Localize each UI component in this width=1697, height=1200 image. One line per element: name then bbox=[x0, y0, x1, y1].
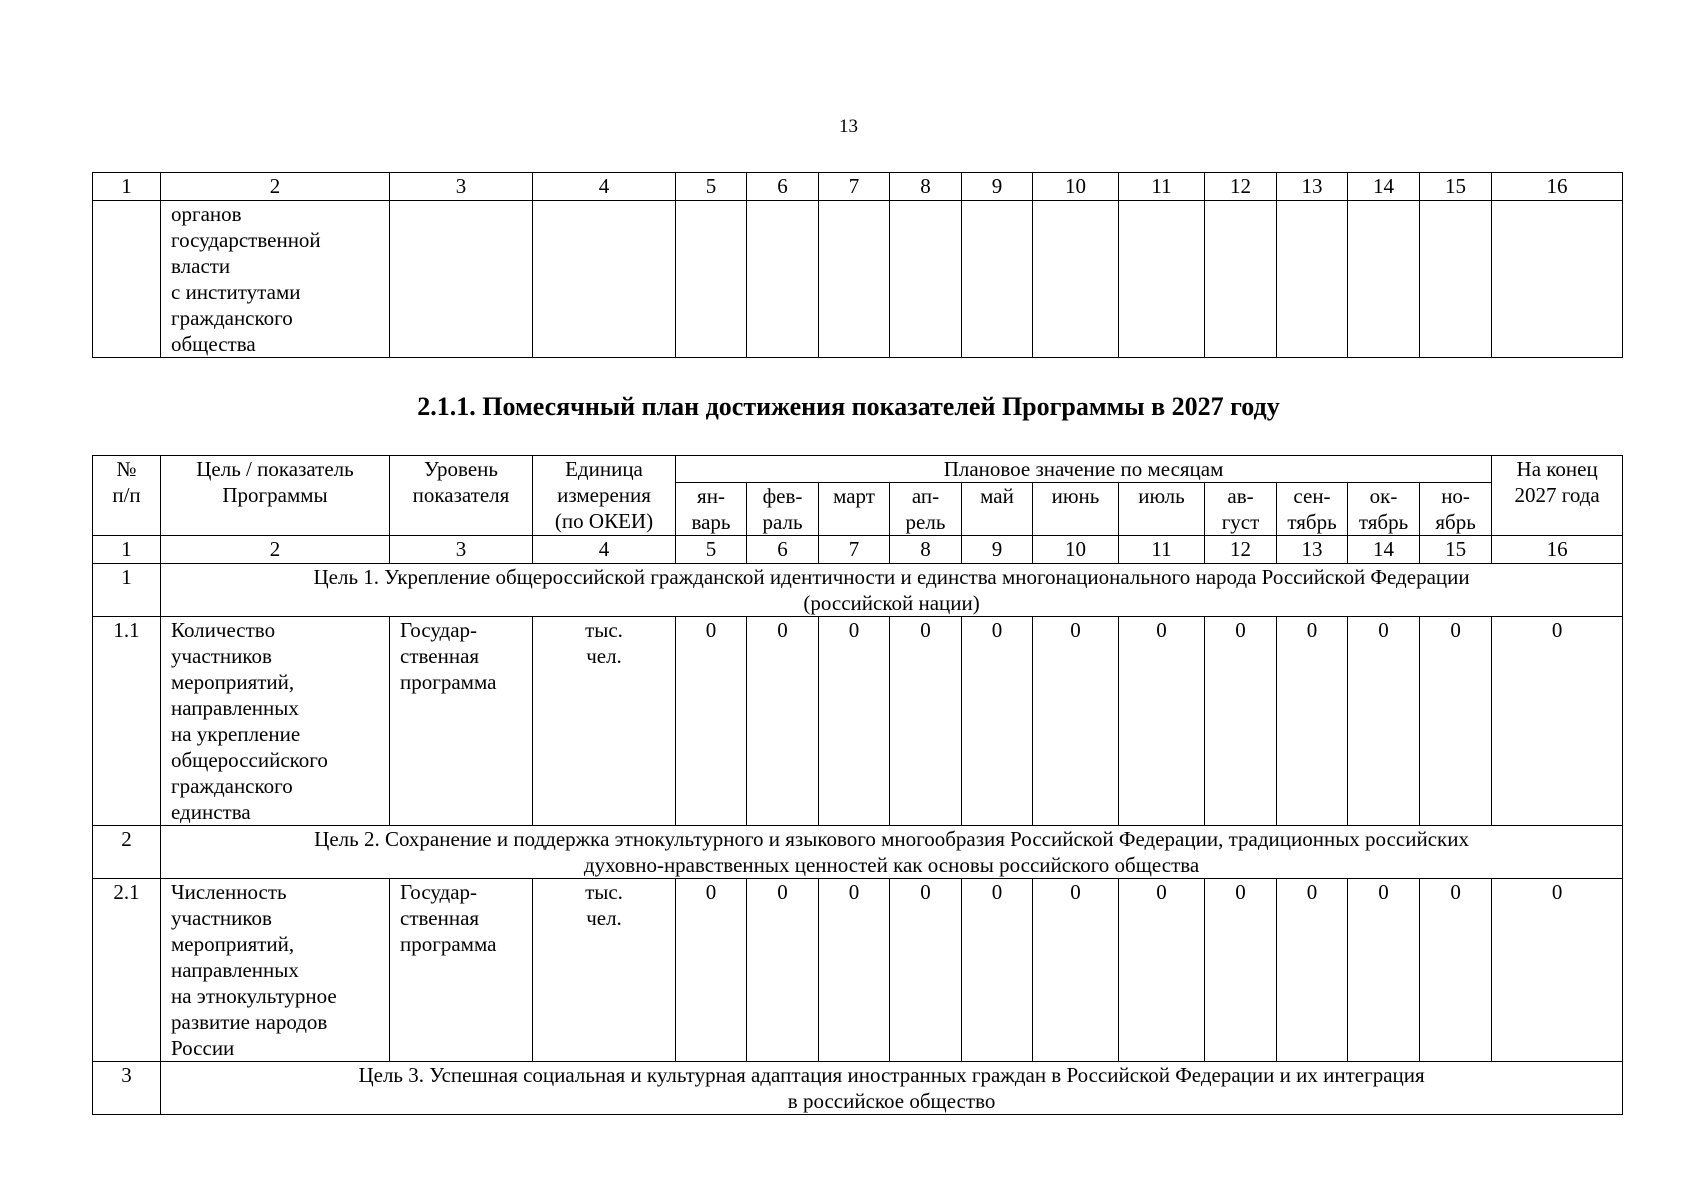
cell-empty bbox=[819, 201, 890, 358]
column-number: 9 bbox=[962, 536, 1033, 564]
carryover-text: органов государственной власти с институтами гражданского общества bbox=[161, 201, 390, 358]
column-number: 16 bbox=[1492, 536, 1623, 564]
monthly-value: 0 bbox=[962, 617, 1033, 826]
carryover-table bbox=[92, 172, 1623, 358]
indicator-name: Численность участников мероприятий, направленных на этнокультурное развитие народов России bbox=[161, 879, 390, 1062]
column-number: 14 bbox=[1348, 173, 1420, 201]
monthly-value: 0 bbox=[1348, 617, 1420, 826]
column-number: 1 bbox=[93, 536, 161, 564]
indicator-number: 2.1 bbox=[93, 879, 161, 1062]
monthly-value: 0 bbox=[1033, 617, 1119, 826]
column-number: 6 bbox=[747, 173, 819, 201]
goal-row bbox=[93, 826, 1623, 879]
indicator-row bbox=[93, 617, 1623, 826]
goal-number: 3 bbox=[93, 1062, 161, 1115]
column-number: 14 bbox=[1348, 536, 1420, 564]
monthly-value: 0 bbox=[1033, 879, 1119, 1062]
monthly-value: 0 bbox=[676, 879, 747, 1062]
monthly-value: 0 bbox=[819, 879, 890, 1062]
header-goal: Цель / показатель Программы bbox=[161, 456, 390, 536]
column-number: 11 bbox=[1119, 173, 1205, 201]
section-title: 2.1.1. Помесячный план достижения показателей Программы в 2027 году bbox=[417, 392, 1280, 421]
indicator-name: Количество участников мероприятий, направленных на укрепление общероссийского гражданского единства bbox=[161, 617, 390, 826]
month-header: сен- тябрь bbox=[1277, 483, 1348, 536]
monthly-value: 0 bbox=[1119, 879, 1205, 1062]
column-number: 5 bbox=[676, 173, 747, 201]
goal-number: 1 bbox=[93, 564, 161, 617]
monthly-value: 0 bbox=[1277, 617, 1348, 826]
cell-empty bbox=[747, 201, 819, 358]
monthly-value: 0 bbox=[819, 617, 890, 826]
column-number: 3 bbox=[390, 173, 533, 201]
column-number: 10 bbox=[1033, 173, 1119, 201]
month-header: май bbox=[962, 483, 1033, 536]
monthly-value: 0 bbox=[1205, 617, 1277, 826]
column-number: 4 bbox=[533, 536, 676, 564]
cell-empty bbox=[93, 201, 161, 358]
cell-empty bbox=[533, 201, 676, 358]
indicator-row bbox=[93, 879, 1623, 1062]
column-number: 4 bbox=[533, 173, 676, 201]
monthly-value: 0 bbox=[962, 879, 1033, 1062]
header-row bbox=[93, 456, 1623, 483]
monthly-value: 0 bbox=[890, 879, 962, 1062]
month-header: июнь bbox=[1033, 483, 1119, 536]
cell-empty bbox=[1033, 201, 1119, 358]
column-number: 12 bbox=[1205, 173, 1277, 201]
header-planned: Плановое значение по месяцам bbox=[676, 456, 1492, 483]
goal-row bbox=[93, 564, 1623, 617]
monthly-value: 0 bbox=[1420, 617, 1492, 826]
monthly-value: 0 bbox=[747, 617, 819, 826]
column-number: 3 bbox=[390, 536, 533, 564]
column-number: 16 bbox=[1492, 173, 1623, 201]
month-header: но- ябрь bbox=[1420, 483, 1492, 536]
header-level: Уровень показателя bbox=[390, 456, 533, 536]
monthly-plan-table bbox=[92, 455, 1623, 1115]
column-number: 2 bbox=[161, 536, 390, 564]
column-number-row bbox=[93, 173, 1623, 201]
month-header: ап- рель bbox=[890, 483, 962, 536]
cell-empty bbox=[962, 201, 1033, 358]
monthly-value: 0 bbox=[1205, 879, 1277, 1062]
cell-empty bbox=[1420, 201, 1492, 358]
goal-text: Цель 3. Успешная социальная и культурная адаптация иностранных граждан в Российской Федерации и их интеграция в российское общество bbox=[161, 1062, 1623, 1115]
cell-empty bbox=[1205, 201, 1277, 358]
month-header: июль bbox=[1119, 483, 1205, 536]
cell-empty bbox=[890, 201, 962, 358]
monthly-value: 0 bbox=[676, 617, 747, 826]
indicator-level: Государ- ственная программа bbox=[390, 617, 533, 826]
column-number: 13 bbox=[1277, 536, 1348, 564]
column-number: 7 bbox=[819, 536, 890, 564]
goal-number: 2 bbox=[93, 826, 161, 879]
column-number-row bbox=[93, 536, 1623, 564]
monthly-value: 0 bbox=[1119, 617, 1205, 826]
column-number: 5 bbox=[676, 536, 747, 564]
carryover-row bbox=[93, 201, 1623, 358]
page-number: 13 bbox=[839, 116, 858, 137]
column-number: 8 bbox=[890, 173, 962, 201]
cell-empty bbox=[1348, 201, 1420, 358]
monthly-value: 0 bbox=[890, 617, 962, 826]
header-end-of-year: На конец 2027 года bbox=[1492, 456, 1623, 536]
header-unit: Единица измерения (по ОКЕИ) bbox=[533, 456, 676, 536]
end-of-year-value: 0 bbox=[1492, 879, 1623, 1062]
column-number: 9 bbox=[962, 173, 1033, 201]
column-number: 11 bbox=[1119, 536, 1205, 564]
monthly-value: 0 bbox=[1420, 879, 1492, 1062]
monthly-value: 0 bbox=[1277, 879, 1348, 1062]
column-number: 10 bbox=[1033, 536, 1119, 564]
month-header: март bbox=[819, 483, 890, 536]
monthly-value: 0 bbox=[747, 879, 819, 1062]
goal-row bbox=[93, 1062, 1623, 1115]
header-num: № п/п bbox=[93, 456, 161, 536]
cell-empty bbox=[1492, 201, 1623, 358]
cell-empty bbox=[676, 201, 747, 358]
cell-empty bbox=[390, 201, 533, 358]
column-number: 15 bbox=[1420, 173, 1492, 201]
cell-empty bbox=[1119, 201, 1205, 358]
monthly-value: 0 bbox=[1348, 879, 1420, 1062]
indicator-unit: тыс. чел. bbox=[533, 879, 676, 1062]
month-header: ок- тябрь bbox=[1348, 483, 1420, 536]
goal-text: Цель 1. Укрепление общероссийской гражданской идентичности и единства многонационального народа Российской Федерации (российской нации) bbox=[161, 564, 1623, 617]
column-number: 12 bbox=[1205, 536, 1277, 564]
column-number: 6 bbox=[747, 536, 819, 564]
end-of-year-value: 0 bbox=[1492, 617, 1623, 826]
column-number: 8 bbox=[890, 536, 962, 564]
indicator-level: Государ- ственная программа bbox=[390, 879, 533, 1062]
column-number: 13 bbox=[1277, 173, 1348, 201]
month-header: ав- густ bbox=[1205, 483, 1277, 536]
column-number: 15 bbox=[1420, 536, 1492, 564]
goal-text: Цель 2. Сохранение и поддержка этнокультурного и языкового многообразия Российской Федерации, традиционных российских духовно-нравственных ценностей как основы российского общества bbox=[161, 826, 1623, 879]
column-number: 2 bbox=[161, 173, 390, 201]
cell-empty bbox=[1277, 201, 1348, 358]
indicator-number: 1.1 bbox=[93, 617, 161, 826]
month-header: ян- варь bbox=[676, 483, 747, 536]
month-header: фев- раль bbox=[747, 483, 819, 536]
column-number: 1 bbox=[93, 173, 161, 201]
indicator-unit: тыс. чел. bbox=[533, 617, 676, 826]
column-number: 7 bbox=[819, 173, 890, 201]
